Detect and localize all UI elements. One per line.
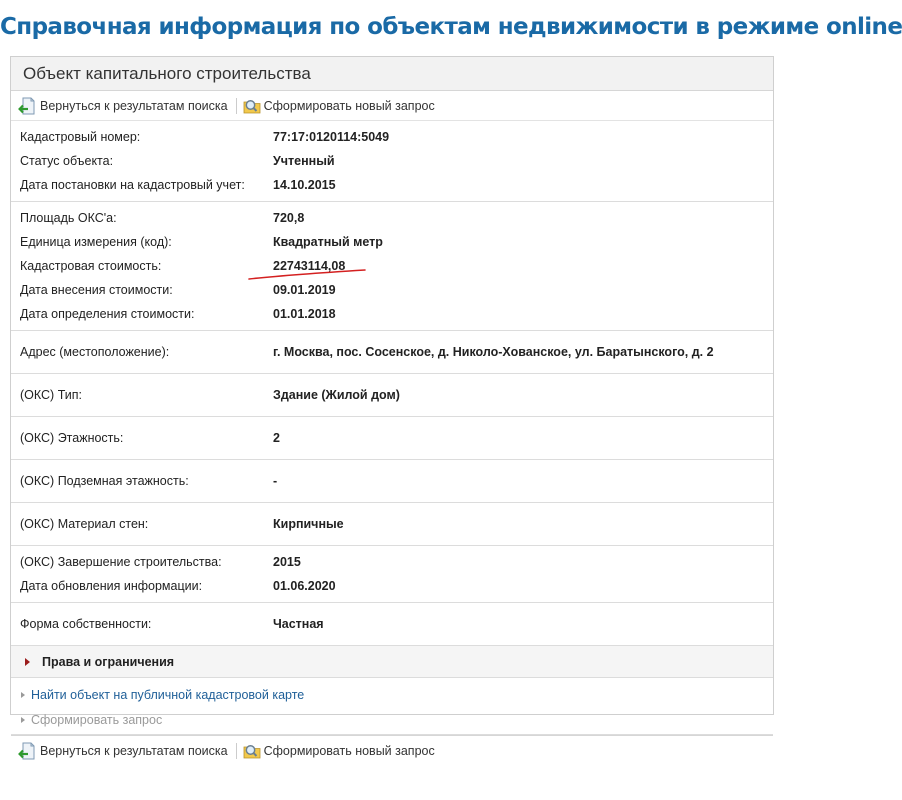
underground-value: - (273, 474, 278, 488)
field-label: (ОКС) Завершение строительства: (20, 555, 222, 569)
panel-title: Объект капитального строительства (11, 57, 773, 91)
info-row (11, 302, 773, 326)
info-row (11, 383, 773, 407)
field-label: Площадь ОКС'а: (20, 211, 117, 225)
info-row (11, 254, 773, 278)
field-label: Дата определения стоимости: (20, 307, 195, 321)
info-row (11, 574, 773, 598)
rights-section-toggle[interactable] (11, 646, 773, 678)
info-row (11, 512, 773, 536)
cost-entry-date-value: 09.01.2019 (273, 283, 336, 297)
ownership-group (11, 603, 773, 646)
field-label: Кадастровый номер: (20, 130, 141, 144)
expand-triangle-icon (25, 658, 30, 666)
area-value: 720,8 (273, 211, 305, 225)
field-label: Дата постановки на кадастровый учет: (20, 178, 245, 192)
field-label: Кадастровая стоимость: (20, 259, 162, 273)
new-request-label: Сформировать новый запрос (263, 743, 435, 758)
cadastral-cost-cell (273, 259, 345, 273)
toolbar-divider (236, 98, 237, 114)
info-row (11, 426, 773, 450)
map-link-row[interactable] (11, 682, 773, 707)
field-label: (ОКС) Материал стен: (20, 517, 149, 531)
back-arrow-document-icon (19, 97, 37, 115)
address-value: г. Москва, пос. Сосенское, д. Николо-Хованское, ул. Баратынского, д. 2 (273, 345, 714, 359)
unit-value: Квадратный метр (273, 235, 383, 249)
field-label: Единица измерения (код): (20, 235, 172, 249)
type-value: Здание (Жилой дом) (273, 388, 400, 402)
info-row (11, 173, 773, 197)
cadastral-number-value: 77:17:0120114:5049 (273, 130, 390, 144)
back-arrow-document-icon (19, 742, 37, 760)
search-folder-icon (243, 97, 261, 115)
page-title: Справочная информация по объектам недвижимости в режиме online (0, 14, 902, 40)
object-panel (10, 56, 774, 758)
floors-value: 2 (273, 431, 280, 445)
cadastral-info-group (11, 121, 773, 202)
update-date-value: 01.06.2020 (273, 579, 336, 593)
toolbar-divider (236, 743, 237, 759)
ownership-value: Частная (273, 617, 324, 631)
rights-section-label: Права и ограничения (42, 654, 175, 669)
bullet-triangle-icon (21, 717, 25, 723)
form-request-link-disabled: Сформировать запрос (31, 712, 163, 727)
type-group (11, 374, 773, 417)
field-label: Адрес (местоположение): (20, 345, 170, 359)
field-label: (ОКС) Подземная этажность: (20, 474, 189, 488)
info-row (11, 149, 773, 173)
registration-date-value: 14.10.2015 (273, 178, 336, 192)
floors-group (11, 417, 773, 460)
bullet-triangle-icon (21, 692, 25, 698)
back-to-results-label: Вернуться к результатам поиска (40, 98, 228, 113)
status-value: Учтенный (273, 154, 335, 168)
info-row (11, 125, 773, 149)
field-label: Форма собственности: (20, 617, 152, 631)
address-group (11, 331, 773, 374)
field-label: (ОКС) Этажность: (20, 431, 124, 445)
actions-links (11, 678, 773, 735)
material-value: Кирпичные (273, 517, 344, 531)
info-row (11, 206, 773, 230)
public-map-link[interactable]: Найти объект на публичной кадастровой карте (31, 687, 305, 702)
info-row (11, 278, 773, 302)
new-request-label: Сформировать новый запрос (263, 98, 435, 113)
new-request-button-bottom[interactable] (243, 742, 435, 760)
request-link-row (11, 707, 773, 732)
area-cost-group (11, 202, 773, 331)
completion-year-value: 2015 (273, 555, 301, 569)
info-row (11, 612, 773, 636)
cost-determination-date-value: 01.01.2018 (273, 307, 336, 321)
field-label: Дата обновления информации: (20, 579, 203, 593)
underground-group (11, 460, 773, 503)
back-to-results-button[interactable] (19, 97, 228, 115)
info-row (11, 550, 773, 574)
toolbar-top (11, 91, 773, 121)
material-group (11, 503, 773, 546)
info-row (11, 469, 773, 493)
back-to-results-button-bottom[interactable] (19, 742, 228, 760)
search-folder-icon (243, 742, 261, 760)
field-label: (ОКС) Тип: (20, 388, 82, 402)
field-label: Статус объекта: (20, 154, 114, 168)
toolbar-bottom (11, 735, 773, 765)
new-request-button[interactable] (243, 97, 435, 115)
cadastral-cost-value: 22743114,08 (273, 259, 346, 273)
info-row (11, 230, 773, 254)
field-label: Дата внесения стоимости: (20, 283, 173, 297)
construction-group (11, 546, 773, 603)
back-to-results-label: Вернуться к результатам поиска (40, 743, 228, 758)
info-row (11, 340, 773, 364)
